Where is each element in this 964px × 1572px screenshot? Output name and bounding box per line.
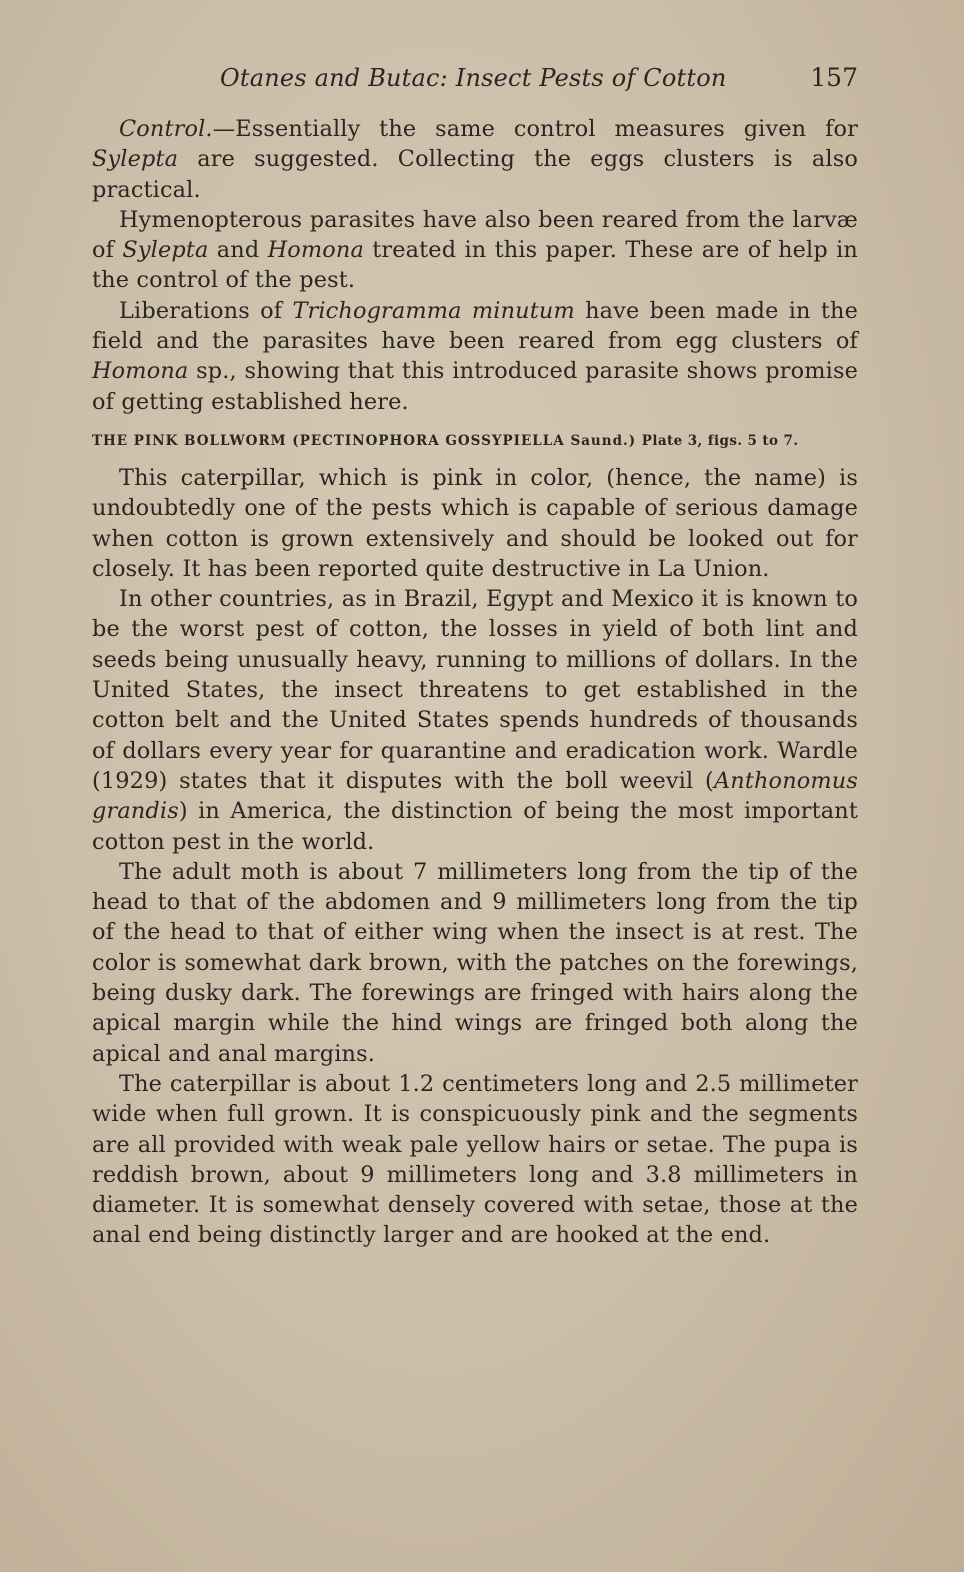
text-run: The adult moth is about 7 millimeters long from the tip of the head to that of the abdomen and 9 millimeters long from the tip of the head to that of either wing when the insect is at rest. The color is somewhat dark brown, with the patches on the forewings, being dusky dark. The forewings are fringed with hairs along the apical margin while the hind wings are fringed both along the apical and anal margins. xyxy=(92,858,858,1067)
text-run: This caterpillar, which is pink in color, (hence, the name) is undoubtedly one of the pests which is capable of serious damage when cotton is grown extensively and should be looked out for closely. It has been reported quite destructive in La Union. xyxy=(92,464,858,582)
text-run: are suggested. Collecting the eggs clusters is also practical. xyxy=(92,146,858,203)
paragraph xyxy=(92,205,858,296)
paragraph xyxy=(92,296,858,417)
book-page xyxy=(92,60,858,1251)
paragraph xyxy=(92,1069,858,1251)
text-run: and xyxy=(208,237,268,264)
running-title: Otanes and Butac: Insect Pests of Cotton xyxy=(220,64,727,92)
text-run: Trichogramma minutum xyxy=(292,297,575,324)
plate-reference: Plate 3, figs. 5 to 7. xyxy=(641,432,799,449)
paragraph xyxy=(92,463,858,584)
section-title: THE PINK BOLLWORM (PECTINOPHORA GOSSYPIELLA Saund.) xyxy=(92,432,637,449)
text-run: Sylepta xyxy=(122,237,209,264)
text-run: Liberations of xyxy=(119,297,293,324)
text-run: Hymenopterous parasites have also been reared from the larvæ of xyxy=(92,206,858,264)
section-heading xyxy=(92,431,858,451)
text-run: sp., showing that this introduced parasite shows promise of getting established here. xyxy=(92,358,858,415)
paragraph xyxy=(92,114,858,205)
text-run: treated in this paper. These are of help in the control of the pest. xyxy=(92,237,858,294)
text-run: The caterpillar is about 1.2 centimeters long and 2.5 millimeter wide when full grown. It is conspicuously pink and the segments are all provided with weak pale yellow hairs or setae. The pupa is reddish brown, about 9 millimeters long and 3.8 millimeters in diameter. It is somewhat densely covered with setae, those at the anal end being distinctly larger and are hooked at the end. xyxy=(92,1070,858,1249)
text-run: Homona xyxy=(267,237,364,264)
running-head xyxy=(92,60,858,96)
text-run: Control. xyxy=(119,116,213,142)
body-text xyxy=(92,114,858,1251)
text-run: Anthonomus grandis xyxy=(92,767,858,825)
paragraph xyxy=(92,584,858,857)
text-run: Sylepta xyxy=(92,146,179,173)
page-number: 157 xyxy=(810,63,858,92)
text-run: Homona xyxy=(92,358,189,385)
text-run: —Essentially the same control measures given for xyxy=(212,116,858,142)
text-run: have been made in the field and the parasites have been reared from egg clusters of xyxy=(92,297,858,355)
text-run: ) in America, the distinction of being the most important cotton pest in the world. xyxy=(92,798,858,855)
text-run: In other countries, as in Brazil, Egypt and Mexico it is known to be the worst pest of cotton, the losses in yield of both lint and seeds being unusually heavy, running to millions of dollars. In the United States, the insect threatens to get established in the cotton belt and the United States spends hundreds of thousands of dollars every year for quarantine and eradication work. Wardle (1929) states that it disputes with the boll weevil ( xyxy=(92,586,858,794)
paragraph xyxy=(92,857,858,1069)
